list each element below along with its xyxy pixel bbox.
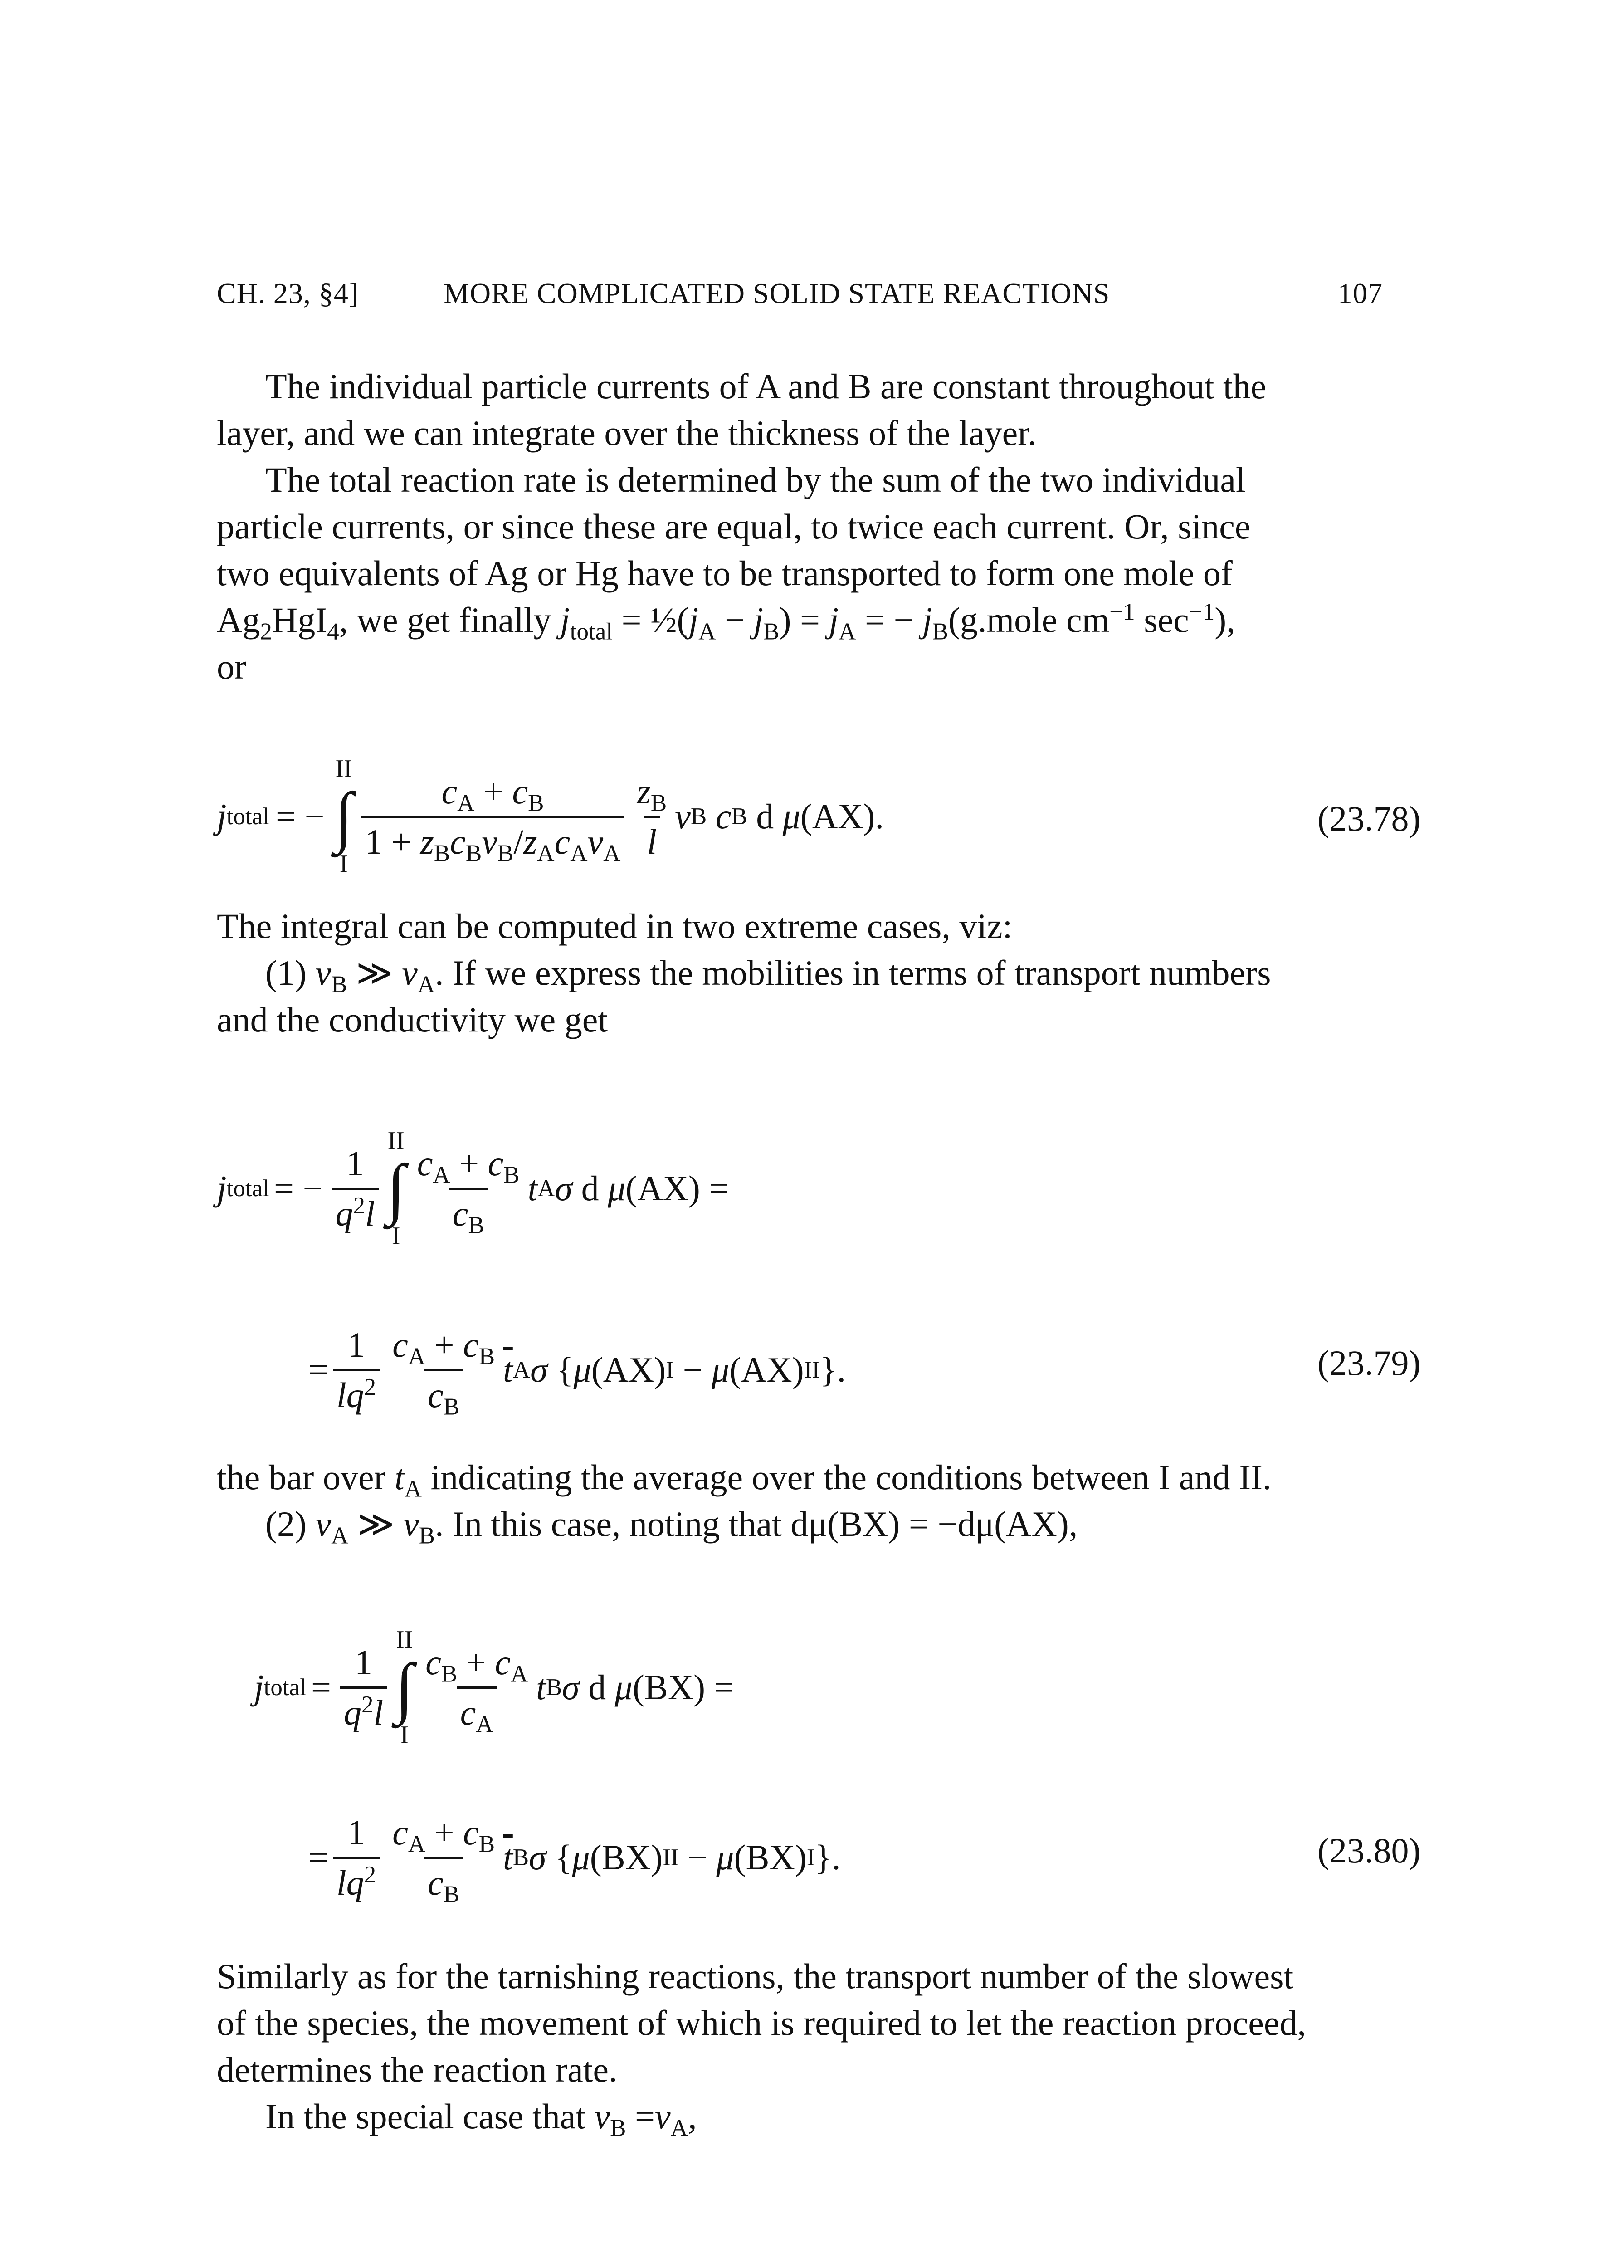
text-line: and the conductivity we get (217, 1000, 608, 1039)
text-line: Similarly as for the tarnishing reactions, the transport number of the slowest (217, 1956, 1294, 1996)
integral-sign: ∫ (334, 779, 353, 854)
integral-sign: ∫ (395, 1650, 414, 1725)
text-line-with-formula: (2) $v_A$ ≫ $v_B$. In this case, noting that dμ(BX) = −dμ(AX), (265, 1504, 1078, 1549)
text-line: particle currents, or since these are equal, to twice each current. Or, since (217, 507, 1251, 546)
fraction: $\frac{c_B + c_A}{c_A}$ (425, 1642, 528, 1738)
equation-number: (23.80) (1317, 1831, 1421, 1870)
running-title: MORE COMPLICATED SOLID STATE REACTIONS (444, 277, 1110, 309)
fraction: $\frac{1}{q^2l}$ (332, 1143, 378, 1234)
equation-23-80-line-1: j total = $\frac{1}{q^2l}$ II ∫ I $\frac{c_B + c_A}{c_A}$ t B σ d μ (BX) = (254, 1626, 734, 1749)
fraction: $\frac{1}{lq^2}$ (333, 1812, 380, 1903)
text-line-with-formula: (1) $v_B$ ≫ $v_A$. If we express the mobilities in terms of transport numbers (265, 953, 1271, 998)
equation-number: (23.78) (1317, 799, 1421, 838)
equation-23-80-line-2: = $\frac{1}{lq^2}$ $\frac{c_A + c_B}{c_B}$ $\overline{t}$ B σ { μ (BX) II − μ (BX) I } . (308, 1812, 841, 1908)
integral: II ∫ I (395, 1626, 414, 1749)
chapter-section-label: CH. 23, §4] (217, 277, 359, 309)
text-line-with-formula: $Ag_2HgI_4$, we get finally $j_{total}$ = $\frac{1}{2}(j_A - j_B) = j_A$ = − $j_B(g.mole$ $cm^{-1}$ $\sec^{-1}$), (217, 599, 1235, 645)
averaged-transport-number: $\overline{t}$ (503, 1350, 513, 1389)
equation-23-79-line-1: j total = − $\frac{1}{q^2l}$ II ∫ I $\frac{c_A + c_B}{c_B}$ t A σ d μ (AX) = (217, 1127, 729, 1250)
integral-sign: ∫ (386, 1151, 405, 1226)
fraction: $\frac{c_A + c_B}{c_B}$ (392, 1812, 495, 1908)
chem-formula: $Ag_2HgI_4$, (217, 600, 348, 645)
text-line: determines the reaction rate. (217, 2050, 618, 2089)
fraction: $\frac{c_A + c_B}{1 + z_Bc_Bv_B/z_Ac_Av_A}$ (361, 771, 624, 862)
equation-23-78: j total = − II ∫ I $\frac{c_A + c_B}{1 + z_Bc_Bv_B/z_Ac_Av_A}$ $\frac{z_B}{l}$ v B c B d μ (AX) . (217, 755, 884, 878)
fraction: $\frac{c_A + c_B}{c_B}$ (417, 1143, 520, 1239)
text-line: of the species, the movement of which is required to let the reaction proceed, (217, 2003, 1306, 2043)
text-line: The individual particle currents of A and B are constant throughout the (265, 367, 1267, 406)
text-line: two equivalents of Ag or Hg have to be transported to form one mole of (217, 553, 1233, 593)
fraction: $\frac{1}{q^2l}$ (340, 1642, 387, 1733)
text-line: The total reaction rate is determined by the sum of the two individual (265, 460, 1246, 499)
integral: II ∫ I (334, 755, 353, 878)
text-line-with-formula: In the special case that $v_B =v_A$, (265, 2097, 697, 2141)
fraction: $\frac{1}{lq^2}$ (333, 1325, 380, 1416)
text-line: layer, and we can integrate over the thickness of the layer. (217, 413, 1037, 453)
text-line: The integral can be computed in two extreme cases, viz: (217, 906, 1013, 946)
fraction: $\frac{z_B}{l}$ (637, 771, 667, 861)
integral: II ∫ I (386, 1127, 405, 1250)
text-line-with-formula: the bar over $t_A$ indicating the average over the conditions between I and II. (217, 1457, 1272, 1502)
text-line: or (217, 647, 246, 686)
averaged-transport-number: $\overline{t}$ (503, 1838, 513, 1877)
fraction: $\frac{c_A + c_B}{c_B}$ (392, 1325, 495, 1420)
equation-number: (23.79) (1317, 1343, 1421, 1383)
page-number: 107 (1338, 277, 1383, 309)
equation-23-79-line-2: = $\frac{1}{lq^2}$ $\frac{c_A + c_B}{c_B}$ $\overline{t}$ A σ { μ (AX) I − μ (AX) II } . (308, 1325, 846, 1420)
